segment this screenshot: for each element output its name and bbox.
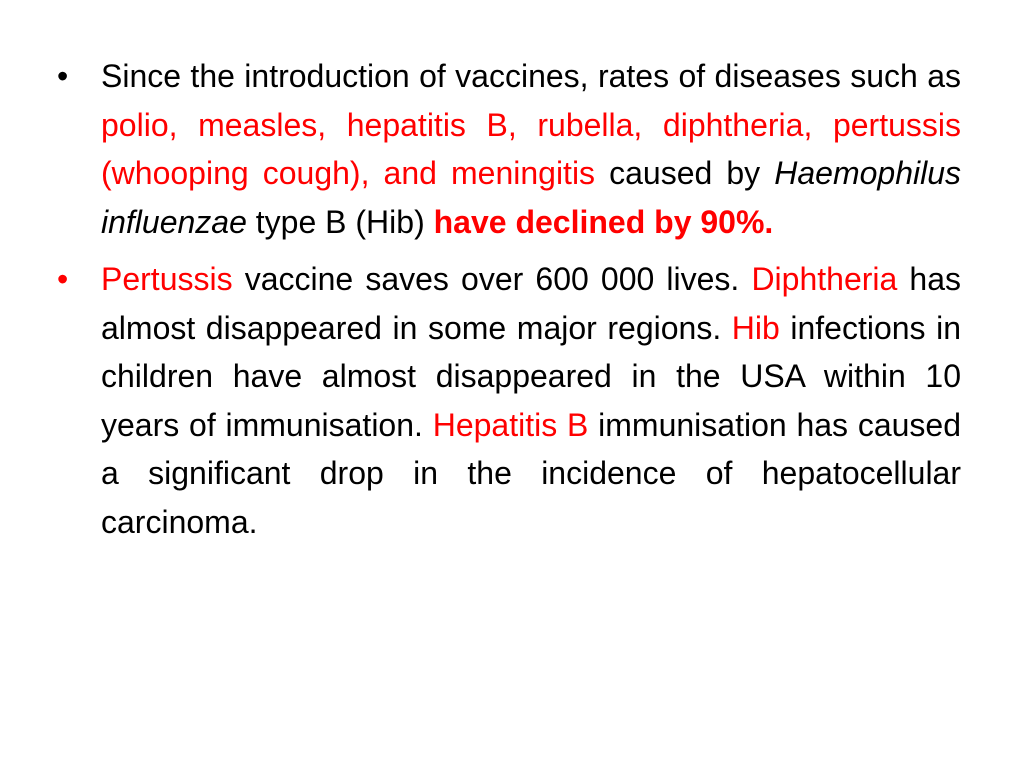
- species-name: Haemophilus influenzae: [101, 155, 962, 240]
- disease-list-highlight: polio, measles, hepatitis B, rubella, diphtheria, pertussis (whooping cough), and meningitis: [101, 106, 961, 191]
- bullet-marker: •: [57, 58, 69, 94]
- bullet-item-vaccine-impact: [57, 255, 961, 546]
- decline-highlight: have declined by 90%.: [433, 203, 774, 240]
- disease-highlight-pertussis: Pertussis: [101, 261, 233, 297]
- bullet-marker: •: [57, 261, 69, 297]
- text-run: infections in children have almost disappeared in the USA within 10 years of immunisation.: [101, 309, 962, 443]
- text-run: immunisation has caused a significant drop in the incidence of hepatocellular carcinoma.: [101, 406, 962, 540]
- text-run: Since the introduction of vaccines, rates of diseases such as: [101, 58, 961, 94]
- disease-highlight-diphtheria: Diphtheria: [751, 261, 898, 297]
- bullet-item-vaccine-decline: [57, 52, 961, 246]
- bullet-list: [57, 52, 961, 555]
- disease-highlight-hepatitis-b: Hepatitis B: [432, 406, 589, 443]
- text-run: vaccine saves over 600 000 lives.: [232, 261, 752, 297]
- text-run: type B (Hib): [246, 203, 434, 240]
- disease-highlight-hib: Hib: [731, 309, 780, 346]
- text-run: has almost disappeared in some major regions.: [101, 261, 962, 346]
- text-run: caused by: [595, 155, 775, 191]
